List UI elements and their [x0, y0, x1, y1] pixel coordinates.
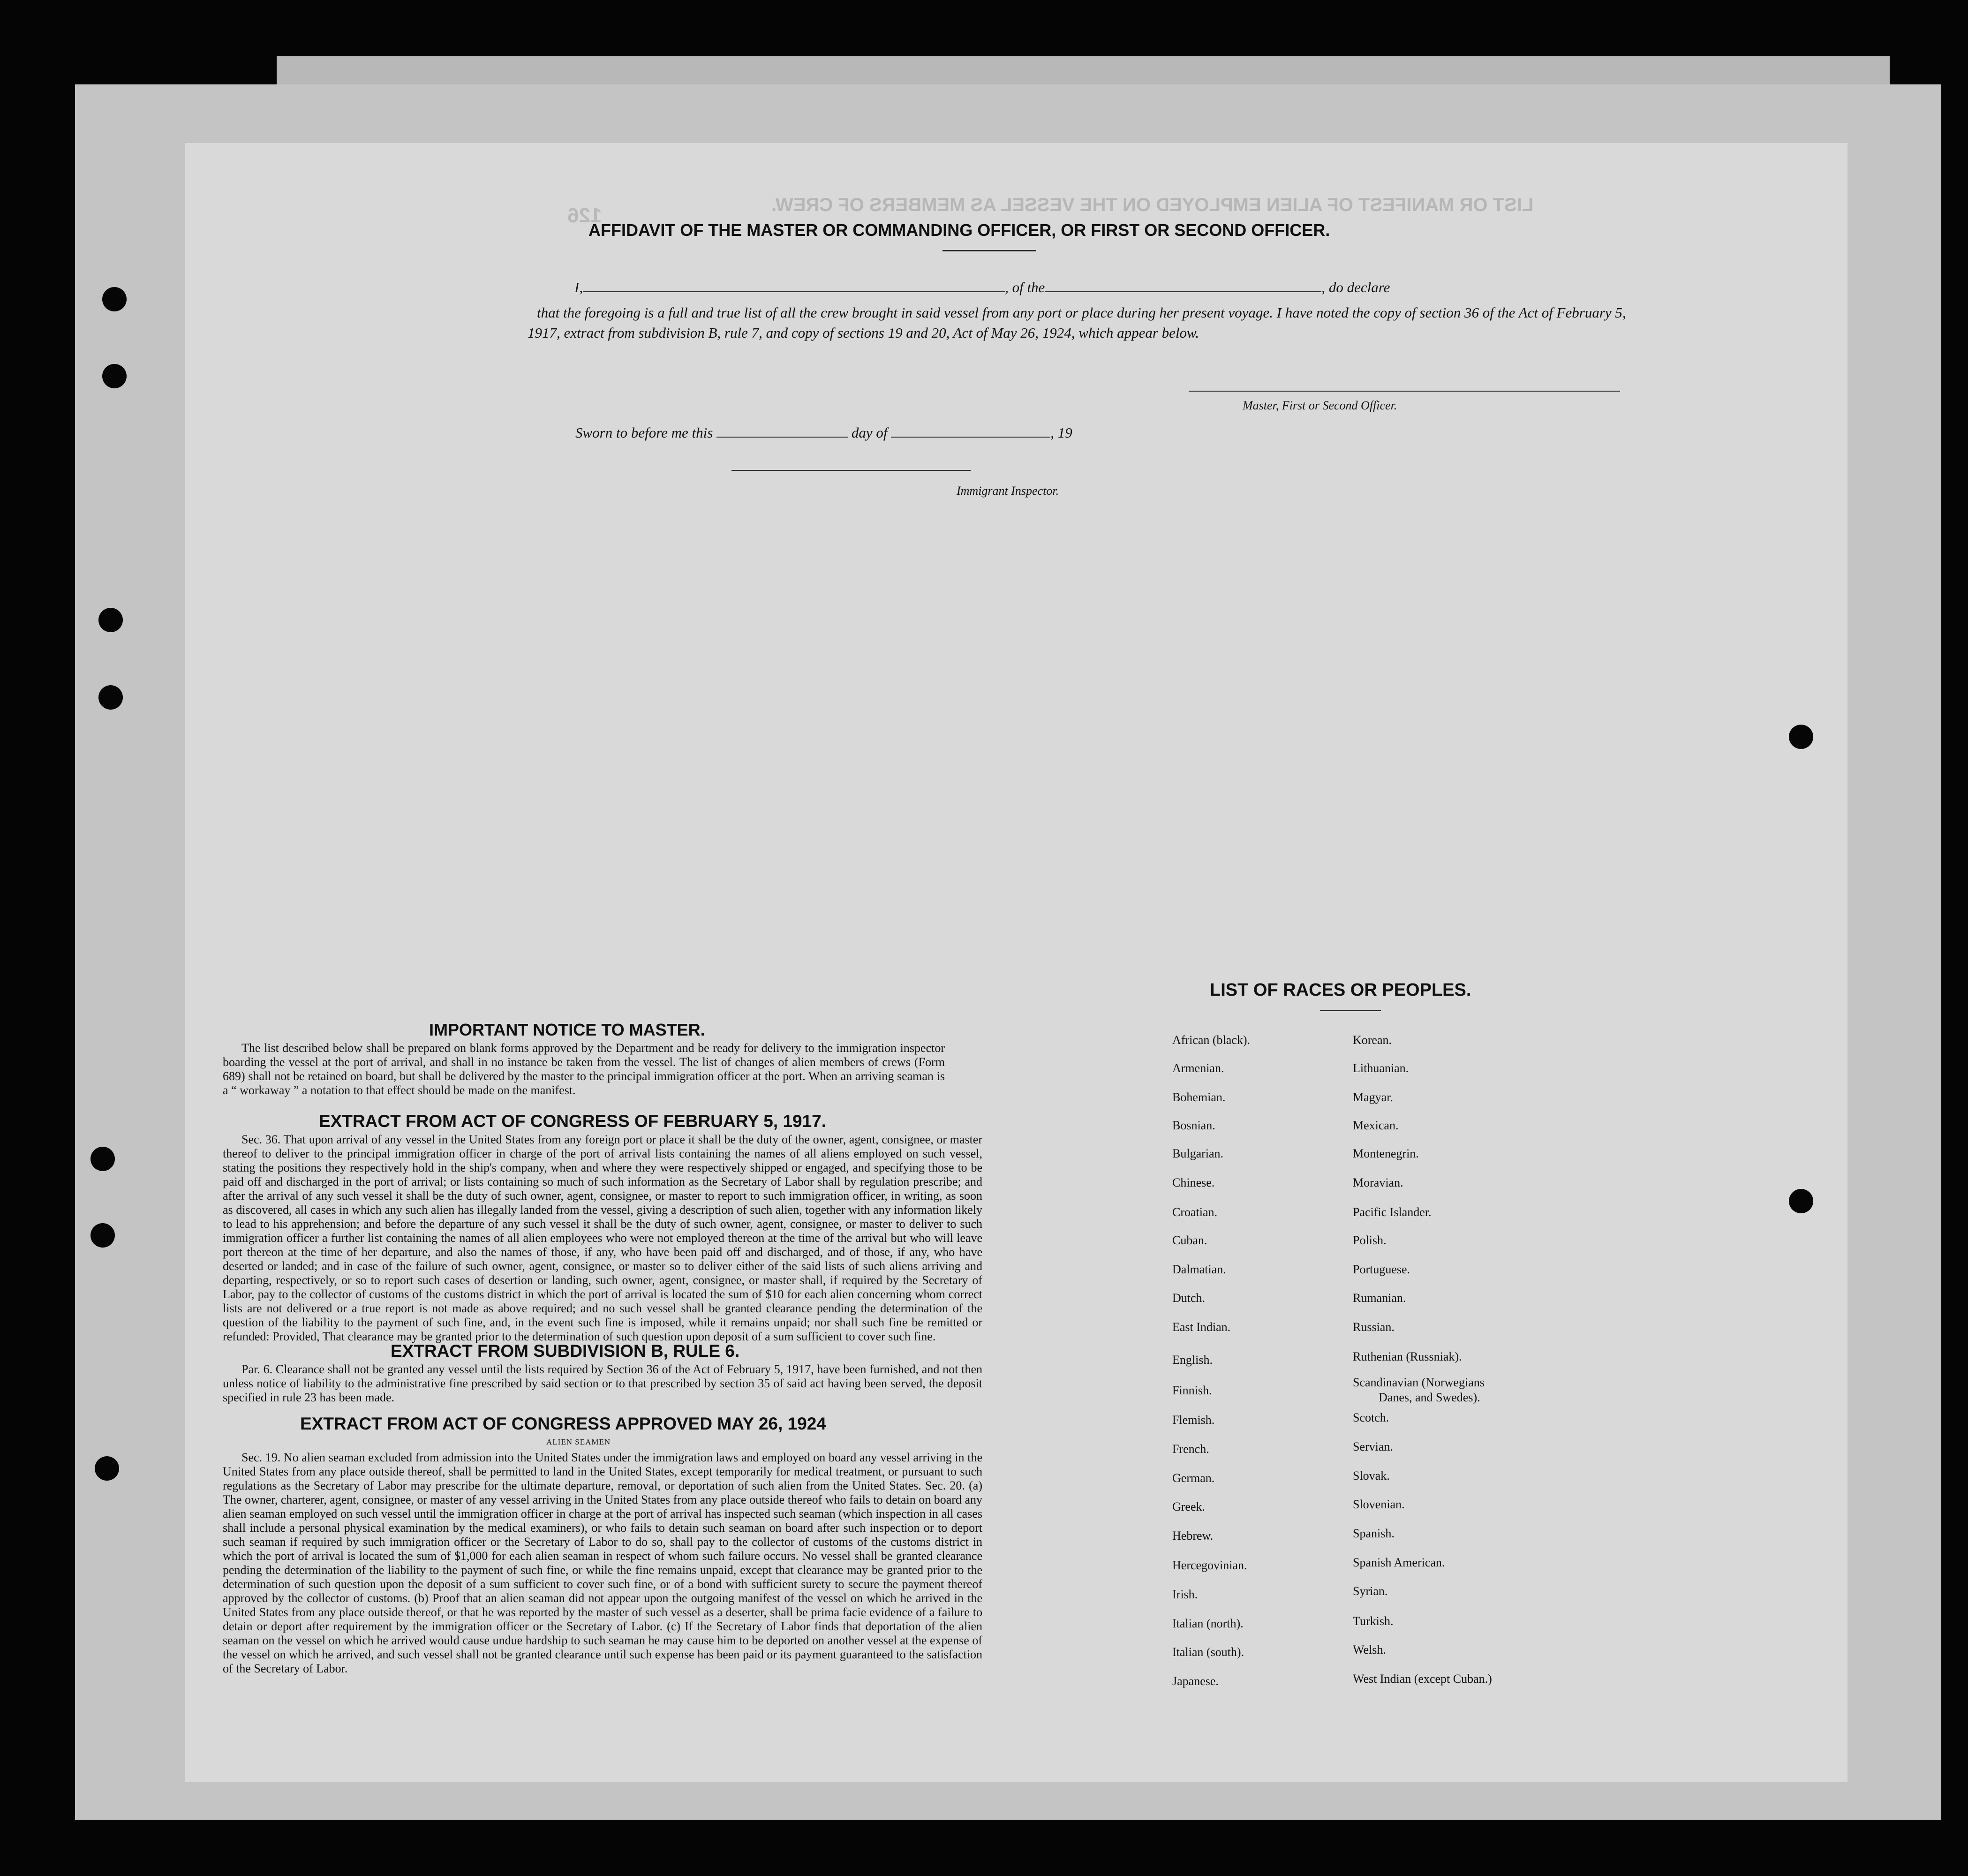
affidavit-declare-label: , do declare [1321, 279, 1390, 295]
affidavit-declare-line [574, 279, 1390, 296]
race-item: Pacific Islander. [1353, 1205, 1432, 1219]
race-item: Bulgarian. [1172, 1147, 1224, 1160]
race-item: Bohemian. [1172, 1090, 1226, 1104]
race-item: Dutch. [1172, 1291, 1206, 1305]
race-item: German. [1172, 1471, 1215, 1485]
manifest-page [185, 143, 1847, 1782]
notice-title: IMPORTANT NOTICE TO MASTER. [429, 1020, 705, 1039]
race-item: Syrian. [1353, 1584, 1388, 1598]
race-item: Polish. [1353, 1233, 1387, 1247]
race-item: Dalmatian. [1172, 1263, 1226, 1276]
race-item: Italian (north). [1172, 1617, 1244, 1630]
race-item: Italian (south). [1172, 1645, 1244, 1659]
race-item: West Indian (except Cuban.) [1353, 1672, 1492, 1686]
rule6-title: EXTRACT FROM SUBDIVISION B, RULE 6. [391, 1341, 740, 1361]
race-item: Mexican. [1353, 1119, 1399, 1132]
race-item: Servian. [1353, 1440, 1393, 1453]
race-item: Turkish. [1353, 1614, 1394, 1628]
affidavit-title: AFFIDAVIT OF THE MASTER OR COMMANDING OFFICER, OR FIRST OR SECOND OFFICER. [588, 220, 1330, 240]
sworn-month-blank [891, 437, 1050, 438]
race-item: Korean. [1353, 1033, 1392, 1047]
bleed-through-page-number: 126 [567, 204, 602, 227]
extract-1924-text: Sec. 19. No alien seaman excluded from admission into the United States under the immigration laws and employed on board any vessel arriving in the United States from any place outside thereof, shall be permitted to land in the United States, except temporarily for medical treatment, or pursuant to such regulations as the Secretary of Labor may prescribe for the ultimate departure, removal, or deportation of such alien from the United States. Sec. 20. (a) The owner, charterer, agent, consignee, or master of any vessel arriving in the United States from any place outside thereof who fails to detain on board any alien seaman employed on such vessel until the immigration officer in charge at the port of arrival has inspected such seaman (which inspection in all cases shall include a personal physical examination by the medical examiners), or who fails to detain such seaman on board after such inspection or to deport such seaman if required by such immigration officer or the Secretary of Labor to do so, shall pay to the collector of customs of the customs district in which the port of arrival is located the sum of $1,000 for each alien seaman in respect of whom such failure occurs. No vessel shall be granted clearance pending the determination of the liability to the payment of such fine, or while the fine remains unpaid, except that clearance may be granted prior to the determination of such question upon the deposit of a sum sufficient to cover such fine, or of a bond with sufficient surety to secure the payment thereof approved by the collector of customs. (b) Proof that an alien seaman did not appear upon the outgoing manifest of the vessel on which he arrived in the United States from any place outside thereof, or that he was reported by the master of such vessel as a deserter, shall be prima facie evidence of a failure to detain or deport after requirement by the immigration officer or the Secretary of Labor. (c) If the Secretary of Labor finds that deportation of the alien seaman on the vessel on which he arrived would cause undue hardship to such seaman he may cause him to be deported on another vessel at the expense of the vessel on which he arrived, and such vessel shall not be granted clearance until such expense has been paid or its payment guaranteed to the satisfaction of the Secretary of Labor. [223, 1451, 982, 1675]
master-name-blank [583, 291, 1005, 292]
race-item: Scotch. [1353, 1411, 1389, 1424]
rule6-text: Par. 6. Clearance shall not be granted any vessel until the lists required by Section 36 of the Act of February 5, 1917, have been furnished, and not then unless notice of liability to the administrative fine prescribed by said section or to that prescribed by section 35 of said act having been served, the deposit specified in rule 23 has been made. [223, 1362, 982, 1404]
race-item-continuation: Danes, and Swedes). [1379, 1391, 1480, 1404]
race-item: Spanish. [1353, 1527, 1395, 1540]
race-item: Scandinavian (Norwegians [1353, 1376, 1485, 1389]
race-item: Spanish American. [1353, 1556, 1445, 1569]
extract-1917-text: Sec. 36. That upon arrival of any vessel in the United States from any foreign port or place it shall be the duty of the owner, agent, consignee, or master thereof to deliver to the principal immigration officer in charge of the port of arrival lists containing the names of all aliens employed on such vessel, stating the positions they respectively hold in the ship's company, when and where they were respectively shipped or engaged, and specifying those to be paid off and discharged in the port of arrival; or lists containing so much of such information as the Secretary of Labor shall by regulation prescribe; and after the arrival of any such vessel it shall be the duty of such owner, agent, consignee, or master to report to such immigration officer, in writing, as soon as discovered, all cases in which any such alien has illegally landed from the vessel, giving a description of such alien, together with any information likely to lead to his apprehension; and before the departure of any such vessel it shall be the duty of such owner, agent, consignee, or master to deliver to such immigration officer a further list containing the names of all alien employees who were not employed thereon at the time of the arrival but who will leave port thereon at the time of her departure, and also the names of those, if any, who have been paid off and discharged, and of those, if any, who have deserted or landed; and in case of the failure of such owner, agent, consignee, or master so to deliver either of the said lists of such aliens arriving and departing, respectively, or so to report such cases of desertion or landing, such owner, agent, consignee, or master shall, if required by the Secretary of Labor, pay to the collector of customs of the customs district in which the port of arrival is located the sum of $10 for each alien concerning whom correct lists are not delivered or a true report is not made as above required; and no such vessel shall be granted clearance pending the determination of the question of the liability to the payment of such fine, and, in the event such fine is imposed, while it remains unpaid; nor shall such fine be remitted or refunded: Provided, That clearance may be granted prior to the determination of such question upon deposit of a sum sufficient to cover such fine. [223, 1133, 982, 1343]
affidavit-title-rule [943, 250, 1036, 251]
sworn-year-label: , 19 [1050, 424, 1072, 441]
race-item: Welsh. [1353, 1643, 1386, 1657]
race-item: Bosnian. [1172, 1119, 1215, 1132]
punch-hole [102, 287, 127, 311]
inspector-signature-blank [731, 470, 971, 471]
punch-hole [95, 1456, 119, 1481]
race-item: French. [1172, 1442, 1209, 1456]
bleed-through-header: LIST OR MANIFEST OF ALIEN EMPLOYED ON THE VESSEL AS MEMBERS OF CREW. [771, 195, 1534, 215]
sworn-date-blank [716, 437, 848, 438]
race-item: Rumanian. [1353, 1291, 1406, 1305]
punch-hole [1789, 725, 1813, 749]
races-title: LIST OF RACES OR PEOPLES. [1210, 980, 1471, 1000]
race-item: Lithuanian. [1353, 1061, 1409, 1075]
race-item: Croatian. [1172, 1205, 1218, 1219]
punch-hole [98, 685, 123, 710]
race-item: Armenian. [1172, 1061, 1224, 1075]
alien-seamen-subtitle: ALIEN SEAMEN [546, 1437, 611, 1446]
affidavit-of-the-label: , of the [1005, 279, 1045, 295]
inspector-label: Immigrant Inspector. [957, 484, 1059, 498]
race-item: Moravian. [1353, 1176, 1403, 1189]
race-item: Hebrew. [1172, 1529, 1214, 1543]
race-item: Greek. [1172, 1500, 1206, 1513]
race-item: Slovenian. [1353, 1498, 1405, 1511]
master-signature-label: Master, First or Second Officer. [1243, 399, 1397, 412]
punch-hole [98, 608, 123, 632]
master-signature-blank [1189, 391, 1620, 392]
race-item: Slovak. [1353, 1469, 1390, 1483]
punch-hole [1789, 1189, 1813, 1213]
races-title-rule [1320, 1010, 1381, 1011]
race-item: Portuguese. [1353, 1263, 1410, 1276]
punch-hole [90, 1223, 115, 1248]
race-item: Chinese. [1172, 1176, 1215, 1189]
sworn-day-label: day of [851, 424, 888, 441]
affidavit-body-text: that the foregoing is a full and true list of all the crew brought in said vessel from any port or place during her present voyage. I have noted the copy of section 36 of the Act of February 5, 1917, extract from subdivision B, rule 7, and copy of sections 19 and 20, Act of May 26, 1924, which appear below. [528, 304, 1626, 341]
sworn-label: Sworn to before me this [575, 424, 713, 441]
punch-hole [102, 364, 127, 388]
race-item: East Indian. [1172, 1320, 1231, 1334]
race-item: Hercegovinian. [1172, 1558, 1247, 1572]
race-item: Flemish. [1172, 1413, 1215, 1427]
race-item: Japanese. [1172, 1674, 1219, 1688]
race-item: Ruthenian (Russniak). [1353, 1350, 1462, 1363]
vessel-name-blank [1045, 291, 1321, 292]
race-item: Cuban. [1172, 1233, 1207, 1247]
extract-1917-title: EXTRACT FROM ACT OF CONGRESS OF FEBRUARY 5, 1917. [319, 1112, 827, 1131]
race-item: African (black). [1172, 1033, 1251, 1047]
sworn-line [575, 424, 1072, 441]
race-item: Magyar. [1353, 1090, 1393, 1104]
notice-text: The list described below shall be prepared on blank forms approved by the Department and be ready for delivery to the immigration inspector boarding the vessel at the port of arrival, and shall in no instance be taken from the vessel. The list of changes of alien members of crews (Form 689) shall not be retained on board, but shall be delivered by the master to the principal immigration officer at the port. When an arriving seaman is a “ workaway ” a notation to that effect should be made on the manifest. [223, 1041, 945, 1097]
extract-1924-title: EXTRACT FROM ACT OF CONGRESS APPROVED MAY 26, 1924 [300, 1414, 826, 1433]
race-item: Finnish. [1172, 1384, 1212, 1397]
race-item: Russian. [1353, 1320, 1395, 1334]
affidavit-i-label: I, [574, 279, 583, 295]
race-item: English. [1172, 1353, 1213, 1367]
punch-hole [90, 1147, 115, 1171]
race-item: Irish. [1172, 1588, 1198, 1601]
race-item: Montenegrin. [1353, 1147, 1419, 1160]
